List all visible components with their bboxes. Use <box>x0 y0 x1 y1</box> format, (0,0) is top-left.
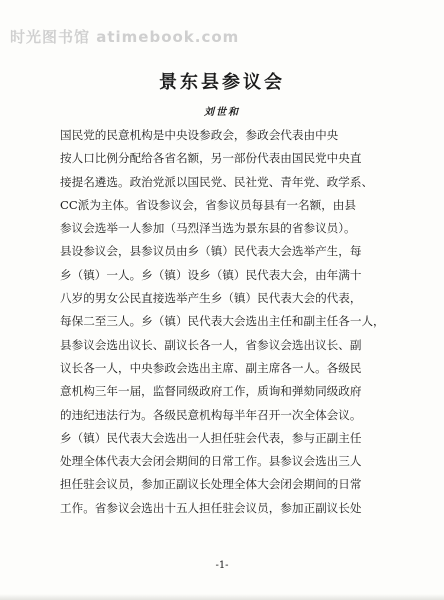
text-line: 接提名遴选。政治党派以国民党、民社党、青年党、政学系、 <box>60 174 374 189</box>
author-name: 刘世和 <box>204 107 240 118</box>
text-line: 乡（镇）民代表大会选出一人担任驻会代表，参与正副主任 <box>60 430 362 445</box>
page-number: -1- <box>215 560 229 571</box>
text-line: CC派为主体。省设参议会，省参议员每县有一名额，由县 <box>60 197 356 212</box>
text-line: 议长各一人，中央参政会选出主席、副主席各一人。各级民 <box>60 360 362 375</box>
text-line: 的违纪违法行为。各级民意机构每半年召开一次全体会议。 <box>60 407 362 422</box>
text-line: 县参议会选出议长、副议长各一人，省参议会选出议长、副 <box>60 337 362 352</box>
page-bottom-edge <box>0 594 444 600</box>
text-line: 处理全体代表大会闭会期间的日常工作。县参议会选出三人 <box>60 454 362 469</box>
text-line: 参议会选举一人参加（马烈泽当选为景东县的省参议员）。 <box>60 221 356 236</box>
text-line: 国民党的民意机构是中央设参政会，参政会代表由中央 <box>60 128 339 142</box>
watermark: 时光图书馆 atimebook.com <box>10 28 240 46</box>
document-title: 景东县参议会 <box>159 72 285 93</box>
text-line: 八岁的男女公民直接选举产生乡（镇）民代表大会的代表， <box>60 291 362 306</box>
text-line: 意机构三年一届，监督同级政府工作，质询和弹劾同级政府 <box>60 384 362 399</box>
text-line: 乡（镇）一人。乡（镇）设乡（镇）民代表大会，由年满十 <box>60 267 362 282</box>
body-text <box>60 124 403 520</box>
text-line: 工作。省参议会选出十五人担任驻会议员，参加正副议长处 <box>60 500 362 515</box>
text-line: 担任驻会议员，参加正副议长处理全体大会闭会期间的日常 <box>60 477 362 492</box>
text-line: 按人口比例分配给各省名额，另一部份代表由国民党中央直 <box>60 151 362 166</box>
text-line: 县设参议会，县参议员由乡（镇）民代表大会选举产生，每 <box>60 244 362 259</box>
text-line: 每保二至三人。乡（镇）民代表大会选出主任和副主任各一人， <box>60 314 385 329</box>
